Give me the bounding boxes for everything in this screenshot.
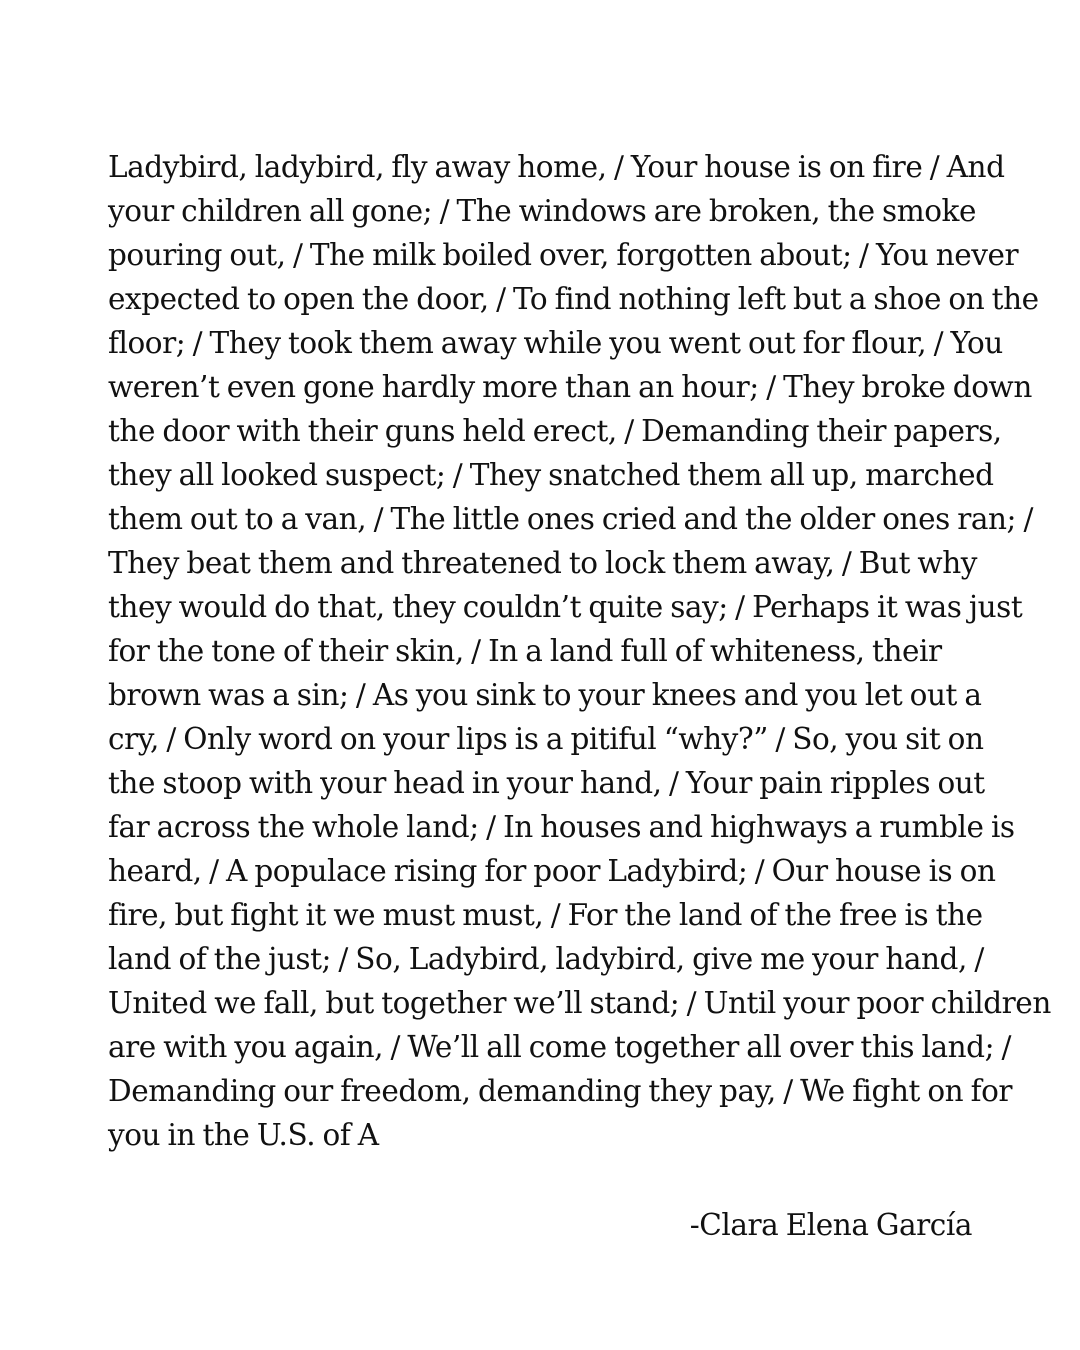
poem-line: your children all gone; / The windows are broken, the smoke <box>108 194 976 228</box>
poem-line: are with you again, / We’ll all come together all over this land; / <box>108 1030 1011 1064</box>
poem-line: heard, / A populace rising for poor Ladybird; / Our house is on <box>108 854 996 888</box>
poem-line: land of the just; / So, Ladybird, ladybird, give me your hand, / <box>108 942 984 976</box>
poem-line: weren’t even gone hardly more than an hour; / They broke down <box>108 370 1032 404</box>
poem-line: cry, / Only word on your lips is a pitiful “why?” / So, you sit on <box>108 722 984 756</box>
poem-line: far across the whole land; / In houses and highways a rumble is <box>108 810 1015 844</box>
poem-line: pouring out, / The milk boiled over, forgotten about; / You never <box>108 238 1019 272</box>
poem-line: they all looked suspect; / They snatched them all up, marched <box>108 458 994 492</box>
poem-line: floor; / They took them away while you went out for flour, / You <box>108 326 1003 360</box>
poem-text <box>108 145 1051 1157</box>
poem-line: the stoop with your head in your hand, / Your pain ripples out <box>108 766 985 800</box>
poem-line: Demanding our freedom, demanding they pay, / We fight on for <box>108 1074 1013 1108</box>
poem-line: you in the U.S. of A <box>108 1118 379 1152</box>
poem-line: fire, but fight it we must must, / For the land of the free is the <box>108 898 983 932</box>
poem-line: they would do that, they couldn’t quite say; / Perhaps it was just <box>108 590 1023 624</box>
poem-line: Ladybird, ladybird, fly away home, / Your house is on fire / And <box>108 150 1005 184</box>
poem-line: for the tone of their skin, / In a land full of whiteness, their <box>108 634 942 668</box>
poem-line: United we fall, but together we’ll stand; / Until your poor children <box>108 986 1051 1020</box>
poem-line: expected to open the door, / To find nothing left but a shoe on the <box>108 282 1039 316</box>
poem-line: brown was a sin; / As you sink to your knees and you let out a <box>108 678 982 712</box>
poem-line: They beat them and threatened to lock them away, / But why <box>108 546 977 580</box>
poem-line: them out to a van, / The little ones cried and the older ones ran; / <box>108 502 1033 536</box>
author-signature: -Clara Elena García <box>689 1208 972 1242</box>
poem-line: the door with their guns held erect, / Demanding their papers, <box>108 414 1002 448</box>
